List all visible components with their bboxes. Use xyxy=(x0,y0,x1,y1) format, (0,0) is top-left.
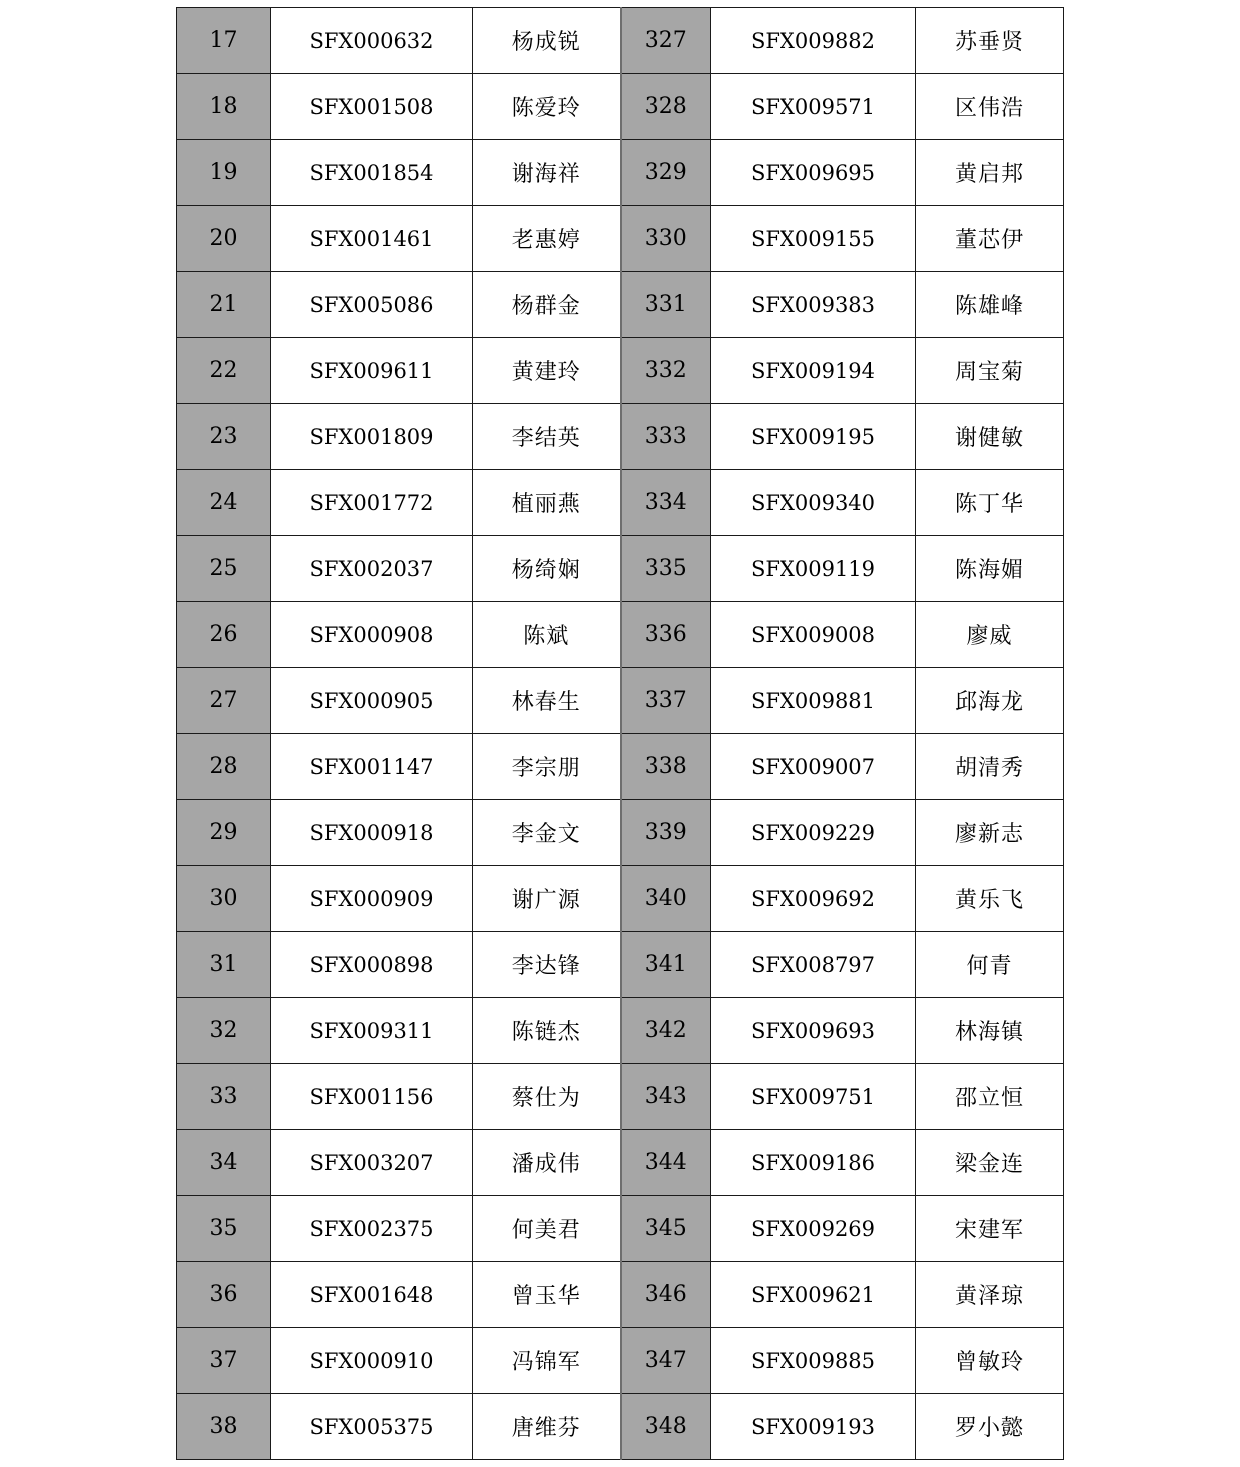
table-row xyxy=(177,1328,1064,1394)
right-member-code-cell: SFX009193 xyxy=(711,1394,916,1460)
right-serial-number-cell: 337 xyxy=(621,668,711,734)
roster-table-body xyxy=(177,8,1064,1460)
left-serial-number-cell: 25 xyxy=(177,536,271,602)
right-member-name-cell: 周宝菊 xyxy=(916,338,1064,404)
left-serial-number-cell: 27 xyxy=(177,668,271,734)
right-member-code-cell: SFX009007 xyxy=(711,734,916,800)
right-member-name-cell: 罗小懿 xyxy=(916,1394,1064,1460)
left-member-code-cell: SFX002037 xyxy=(271,536,473,602)
left-member-name-cell: 陈链杰 xyxy=(473,998,621,1064)
left-member-code-cell: SFX005086 xyxy=(271,272,473,338)
left-member-name-cell: 唐维芬 xyxy=(473,1394,621,1460)
right-serial-number-cell: 336 xyxy=(621,602,711,668)
left-serial-number-cell: 38 xyxy=(177,1394,271,1460)
right-member-name-cell: 邵立恒 xyxy=(916,1064,1064,1130)
table-row xyxy=(177,866,1064,932)
right-member-code-cell: SFX009269 xyxy=(711,1196,916,1262)
left-member-code-cell: SFX000910 xyxy=(271,1328,473,1394)
left-serial-number-cell: 23 xyxy=(177,404,271,470)
table-row xyxy=(177,272,1064,338)
table-row xyxy=(177,206,1064,272)
right-member-name-cell: 林海镇 xyxy=(916,998,1064,1064)
left-serial-number-cell: 32 xyxy=(177,998,271,1064)
left-serial-number-cell: 26 xyxy=(177,602,271,668)
table-row xyxy=(177,140,1064,206)
right-serial-number-cell: 347 xyxy=(621,1328,711,1394)
right-serial-number-cell: 330 xyxy=(621,206,711,272)
table-row xyxy=(177,536,1064,602)
right-member-name-cell: 梁金连 xyxy=(916,1130,1064,1196)
right-serial-number-cell: 340 xyxy=(621,866,711,932)
table-row xyxy=(177,1196,1064,1262)
left-member-name-cell: 蔡仕为 xyxy=(473,1064,621,1130)
right-member-name-cell: 陈海媚 xyxy=(916,536,1064,602)
right-member-code-cell: SFX009882 xyxy=(711,8,916,74)
table-row xyxy=(177,734,1064,800)
right-serial-number-cell: 331 xyxy=(621,272,711,338)
left-member-code-cell: SFX001648 xyxy=(271,1262,473,1328)
left-member-name-cell: 李金文 xyxy=(473,800,621,866)
left-member-code-cell: SFX003207 xyxy=(271,1130,473,1196)
left-serial-number-cell: 31 xyxy=(177,932,271,998)
left-serial-number-cell: 33 xyxy=(177,1064,271,1130)
left-member-name-cell: 曾玉华 xyxy=(473,1262,621,1328)
right-member-code-cell: SFX009885 xyxy=(711,1328,916,1394)
left-member-name-cell: 李结英 xyxy=(473,404,621,470)
left-member-code-cell: SFX002375 xyxy=(271,1196,473,1262)
table-row xyxy=(177,338,1064,404)
right-member-name-cell: 黄泽琼 xyxy=(916,1262,1064,1328)
left-member-code-cell: SFX000898 xyxy=(271,932,473,998)
table-row xyxy=(177,1064,1064,1130)
table-row xyxy=(177,602,1064,668)
right-member-code-cell: SFX009692 xyxy=(711,866,916,932)
left-member-name-cell: 杨群金 xyxy=(473,272,621,338)
table-row xyxy=(177,998,1064,1064)
left-member-code-cell: SFX000909 xyxy=(271,866,473,932)
left-member-name-cell: 何美君 xyxy=(473,1196,621,1262)
left-member-name-cell: 李达锋 xyxy=(473,932,621,998)
left-serial-number-cell: 30 xyxy=(177,866,271,932)
left-member-name-cell: 植丽燕 xyxy=(473,470,621,536)
right-member-code-cell: SFX008797 xyxy=(711,932,916,998)
left-serial-number-cell: 28 xyxy=(177,734,271,800)
right-member-code-cell: SFX009751 xyxy=(711,1064,916,1130)
table-row xyxy=(177,1130,1064,1196)
table-row xyxy=(177,470,1064,536)
right-serial-number-cell: 344 xyxy=(621,1130,711,1196)
right-member-name-cell: 廖新志 xyxy=(916,800,1064,866)
right-serial-number-cell: 334 xyxy=(621,470,711,536)
left-member-code-cell: SFX000918 xyxy=(271,800,473,866)
table-row xyxy=(177,668,1064,734)
table-row xyxy=(177,404,1064,470)
right-member-name-cell: 陈丁华 xyxy=(916,470,1064,536)
right-member-code-cell: SFX009695 xyxy=(711,140,916,206)
left-serial-number-cell: 20 xyxy=(177,206,271,272)
right-member-name-cell: 胡清秀 xyxy=(916,734,1064,800)
right-member-name-cell: 宋建军 xyxy=(916,1196,1064,1262)
right-serial-number-cell: 345 xyxy=(621,1196,711,1262)
right-serial-number-cell: 329 xyxy=(621,140,711,206)
left-member-code-cell: SFX000905 xyxy=(271,668,473,734)
left-member-code-cell: SFX001854 xyxy=(271,140,473,206)
right-member-code-cell: SFX009186 xyxy=(711,1130,916,1196)
left-member-code-cell: SFX005375 xyxy=(271,1394,473,1460)
left-member-name-cell: 李宗朋 xyxy=(473,734,621,800)
left-member-name-cell: 陈斌 xyxy=(473,602,621,668)
left-member-name-cell: 杨成锐 xyxy=(473,8,621,74)
right-member-name-cell: 曾敏玲 xyxy=(916,1328,1064,1394)
right-member-name-cell: 苏垂贤 xyxy=(916,8,1064,74)
left-serial-number-cell: 18 xyxy=(177,74,271,140)
right-member-code-cell: SFX009693 xyxy=(711,998,916,1064)
right-member-name-cell: 黄乐飞 xyxy=(916,866,1064,932)
table-row xyxy=(177,74,1064,140)
left-serial-number-cell: 37 xyxy=(177,1328,271,1394)
right-member-name-cell: 董芯伊 xyxy=(916,206,1064,272)
table-row xyxy=(177,8,1064,74)
left-serial-number-cell: 22 xyxy=(177,338,271,404)
right-member-name-cell: 邱海龙 xyxy=(916,668,1064,734)
table-row xyxy=(177,1394,1064,1460)
left-member-code-cell: SFX001809 xyxy=(271,404,473,470)
right-member-code-cell: SFX009155 xyxy=(711,206,916,272)
left-member-code-cell: SFX000908 xyxy=(271,602,473,668)
right-member-code-cell: SFX009119 xyxy=(711,536,916,602)
table-row xyxy=(177,932,1064,998)
right-member-code-cell: SFX009340 xyxy=(711,470,916,536)
right-member-code-cell: SFX009195 xyxy=(711,404,916,470)
left-member-name-cell: 谢海祥 xyxy=(473,140,621,206)
right-member-code-cell: SFX009881 xyxy=(711,668,916,734)
left-member-name-cell: 陈爱玲 xyxy=(473,74,621,140)
right-member-code-cell: SFX009383 xyxy=(711,272,916,338)
right-member-name-cell: 廖威 xyxy=(916,602,1064,668)
left-serial-number-cell: 24 xyxy=(177,470,271,536)
right-member-name-cell: 谢健敏 xyxy=(916,404,1064,470)
left-serial-number-cell: 36 xyxy=(177,1262,271,1328)
table-row xyxy=(177,1262,1064,1328)
right-member-code-cell: SFX009621 xyxy=(711,1262,916,1328)
left-member-name-cell: 杨绮娴 xyxy=(473,536,621,602)
right-serial-number-cell: 342 xyxy=(621,998,711,1064)
left-member-name-cell: 谢广源 xyxy=(473,866,621,932)
left-member-name-cell: 黄建玲 xyxy=(473,338,621,404)
left-member-code-cell: SFX001508 xyxy=(271,74,473,140)
left-member-code-cell: SFX000632 xyxy=(271,8,473,74)
right-serial-number-cell: 332 xyxy=(621,338,711,404)
left-member-code-cell: SFX009311 xyxy=(271,998,473,1064)
right-member-name-cell: 区伟浩 xyxy=(916,74,1064,140)
right-member-name-cell: 黄启邦 xyxy=(916,140,1064,206)
left-member-name-cell: 老惠婷 xyxy=(473,206,621,272)
document-page xyxy=(176,7,1064,1460)
right-serial-number-cell: 346 xyxy=(621,1262,711,1328)
right-serial-number-cell: 328 xyxy=(621,74,711,140)
left-member-code-cell: SFX001772 xyxy=(271,470,473,536)
left-member-code-cell: SFX001156 xyxy=(271,1064,473,1130)
right-serial-number-cell: 348 xyxy=(621,1394,711,1460)
right-serial-number-cell: 335 xyxy=(621,536,711,602)
right-serial-number-cell: 327 xyxy=(621,8,711,74)
left-member-name-cell: 潘成伟 xyxy=(473,1130,621,1196)
table-row xyxy=(177,800,1064,866)
right-serial-number-cell: 343 xyxy=(621,1064,711,1130)
left-member-code-cell: SFX001461 xyxy=(271,206,473,272)
right-serial-number-cell: 333 xyxy=(621,404,711,470)
left-serial-number-cell: 29 xyxy=(177,800,271,866)
right-member-code-cell: SFX009008 xyxy=(711,602,916,668)
right-member-code-cell: SFX009571 xyxy=(711,74,916,140)
roster-table xyxy=(176,7,1064,1460)
left-serial-number-cell: 17 xyxy=(177,8,271,74)
right-serial-number-cell: 338 xyxy=(621,734,711,800)
left-member-code-cell: SFX001147 xyxy=(271,734,473,800)
right-serial-number-cell: 339 xyxy=(621,800,711,866)
right-member-code-cell: SFX009194 xyxy=(711,338,916,404)
left-serial-number-cell: 21 xyxy=(177,272,271,338)
left-member-name-cell: 林春生 xyxy=(473,668,621,734)
left-serial-number-cell: 35 xyxy=(177,1196,271,1262)
right-serial-number-cell: 341 xyxy=(621,932,711,998)
left-serial-number-cell: 34 xyxy=(177,1130,271,1196)
right-member-code-cell: SFX009229 xyxy=(711,800,916,866)
right-member-name-cell: 陈雄峰 xyxy=(916,272,1064,338)
right-member-name-cell: 何青 xyxy=(916,932,1064,998)
left-member-name-cell: 冯锦军 xyxy=(473,1328,621,1394)
left-serial-number-cell: 19 xyxy=(177,140,271,206)
left-member-code-cell: SFX009611 xyxy=(271,338,473,404)
